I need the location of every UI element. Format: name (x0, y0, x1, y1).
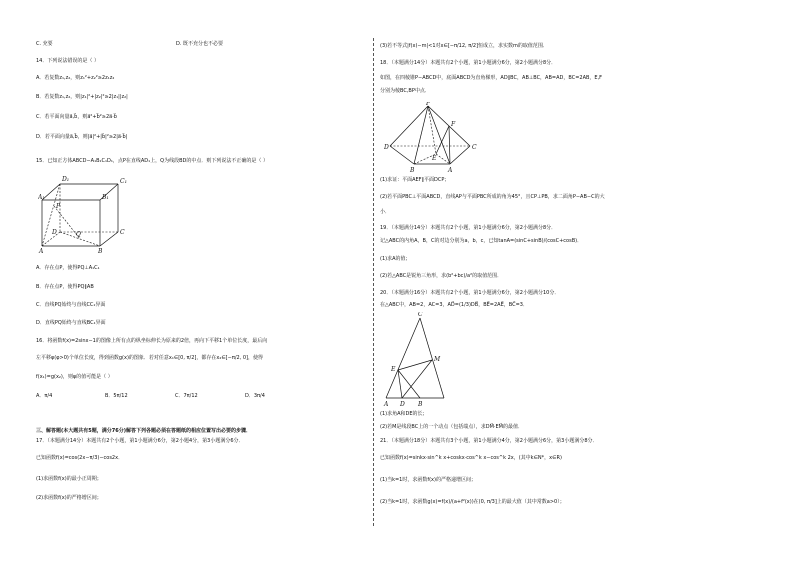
q16-option-d: D．3π/4 (245, 393, 265, 399)
q21-part-2: (2)当k=1时，求函数g(x)=f(x)/(a+f²(x))在(0, π/3]上的最大值（其中常数a>0）； (380, 499, 565, 505)
q21-header: 21．（本题满分18分）本题共有3个小题，第1小题满分4分，第2小题满分6分，第3小题满分8分． (380, 438, 598, 444)
q14-option-a: A．若复数z₁,z₂，则z₁²+z₂²≥2z₁z₂ (36, 75, 115, 81)
q20-part-1: (1)求角A和DE的长； (380, 411, 428, 417)
q15-option-a: A．存在点P，使得PQ⊥A₁C₁ (36, 265, 100, 271)
q15-option-b: B．存在点P，使得PQ∥AB (36, 284, 94, 290)
q14-option-c: C．若平面向量a⃗,b⃗，则a⃗²+b⃗²≥2a⃗·b⃗ (36, 114, 117, 120)
column-divider (373, 38, 374, 526)
q21-given: 已知函数f(x)=sinkx·sin^k x+coskx·cos^k x−cos^k 2x，(其中k∈N*，x∈R) (380, 455, 562, 461)
q17-given: 已知函数f(x)=cos(2x−π/3)−cos2x． (36, 455, 124, 461)
q17-header: 17．（本题满分14分）本题共有2个小题，第1小题满分6分，第2小题4分，第3小题满分6分． (36, 438, 244, 444)
q16-option-a: A．π/4 (36, 393, 53, 399)
cube-label-c: C (120, 229, 125, 236)
triangle-label-c: C (418, 312, 423, 318)
q14-option-b: B．若复数z₁,z₂，则|z₁|²+|z₂|²≥2|z₁||z₂| (36, 94, 128, 100)
triangle-figure (382, 312, 454, 408)
q16-option-c: C．7π/12 (175, 393, 198, 399)
section-3-heading: 三、解答题(本大题共有5题，满分76分)解答下列各题必须在答题纸的相应位置写出必要的步骤． (36, 428, 252, 434)
cube-label-b1: B₁ (102, 194, 109, 201)
pyramid-label-b: B (410, 167, 415, 174)
q20-part-2: (2)若M是线段BC上的一个动点（包括端点），求DM⃗·EM⃗的最值． (380, 424, 523, 430)
q14-option-d: D．若平面向量a⃗,b⃗，则|a⃗|²+|b⃗|²≥2|a⃗·b⃗| (36, 134, 128, 140)
q19-header: 19．（本题满分14分）本题共有2个小题，第1小题满分6分，第2小题满分8分． (380, 225, 557, 231)
pyramid-label-c: C (472, 144, 477, 151)
q15-option-d: D．直线PQ始终与直线BC₁异面 (36, 320, 106, 326)
q18-part-2-line-2: 小． (380, 209, 391, 215)
q18-given-1: 如图，在四棱锥P−ABCD中，底面ABCD为直角梯形，AD∥BC，AB⊥BC，AB=AD，BC=2AB，E,F (380, 75, 603, 81)
pyramid-label-e: E (432, 155, 437, 162)
q15-stem: 15．已知正方体ABCD−A₁B₁C₁D₁，点P在直线AD₁上，Q为线段BD的中点．则下列说法不正确的是（ ） (36, 158, 268, 164)
q18-given-2: 分别为棱BC,BP中点． (380, 88, 430, 94)
q16-line-1: 16．将函数f(x)=2sinx−1的图像上所有点的纵坐标伸长为原来的2倍，再向下平移1个单位长度，最后向 (36, 338, 268, 344)
cube-label-a1: A₁ (38, 194, 45, 201)
cube-label-d1: D₁ (62, 176, 70, 183)
q18-part-1: (1)求证：平面AEF∥平面DCP； (380, 177, 450, 183)
pyramid-figure (384, 102, 494, 174)
pyramid-label-a: A (448, 167, 453, 174)
q19-given: 记△ABC的内角A，B，C的对边分别为a，b，c，已知tanA=(sinC+sinB)/(cosC+cosB)． (380, 238, 583, 244)
q16-line-3: f(x₁)=g(x₂)，则φ的值可能是（ ） (36, 374, 113, 380)
q19-part-1: (1)求A的值； (380, 256, 411, 262)
pyramid-label-d-left: D (384, 144, 389, 151)
cube-label-q: Q (76, 231, 81, 238)
q14-stem: 14．下列说法错误的是（ ） (36, 58, 99, 64)
cube-label-a: A (39, 248, 44, 254)
q21-part-1: (1)当k=1时，求函数f(x)的严格递增区间； (380, 477, 476, 483)
triangle-label-m: M (434, 356, 441, 363)
q17-part-1: (1)求函数f(x)的最小正周期； (36, 476, 102, 482)
cube-label-d: D (52, 229, 57, 236)
q18-part-2-line-1: (2)若平面PBC⊥平面ABCD，直线AP与平面PBC所成的角为45°，且CP⊥PB，求二面角P−AB−C的大 (380, 194, 605, 200)
q16-option-b: B．5π/12 (105, 393, 128, 399)
q13-option-c: C. 充要 (36, 41, 53, 47)
triangle-label-e: E (391, 366, 396, 373)
cube-label-c1: C₁ (120, 178, 127, 185)
cube-figure (38, 172, 128, 254)
q17-part-3: (3)若不等式|f(x)−m|<1对x∈[−π/12, π/2]恒成立，求实数m的取值范围． (380, 43, 548, 49)
q18-header: 18．（本题满分14分）本题共有2个小题，第1小题满分6分，第2小题满分8分． (380, 60, 557, 66)
triangle-label-b: B (418, 401, 423, 408)
triangle-label-a: A (384, 401, 389, 408)
q19-part-2: (2)若△ABC是锐角三角形，求(b²+bc)/a²的取值范围． (380, 273, 503, 279)
q15-option-c: C．直线PQ始终与直线CC₁异面 (36, 302, 106, 308)
q16-line-2: 左平移φ(φ>0)个单位长度，得到函数g(x)的图象．若对任意x₁∈[0, π/2]，都存在x₂∈[−π/2, 0]，使得 (36, 355, 264, 361)
cube-label-p: P (56, 203, 61, 210)
q13-option-d: D. 既不充分也不必要 (176, 41, 224, 47)
q17-part-2: (2)求函数f(x)的严格增区间； (36, 495, 102, 501)
pyramid-label-f: F (451, 121, 456, 128)
q20-header: 20．（本题满分16分）本题共有2个小题，第1小题满分6分，第2小题满分10分． (380, 290, 560, 296)
cube-label-b: B (98, 248, 103, 254)
q20-given: 在△ABC中，AB=2，AC=3，AD⃗=(1/3)DB⃗，BE⃗=2AE⃗，BC⃗=3． (380, 302, 528, 308)
pyramid-label-p: P (426, 102, 431, 107)
triangle-label-d: D (400, 401, 405, 408)
